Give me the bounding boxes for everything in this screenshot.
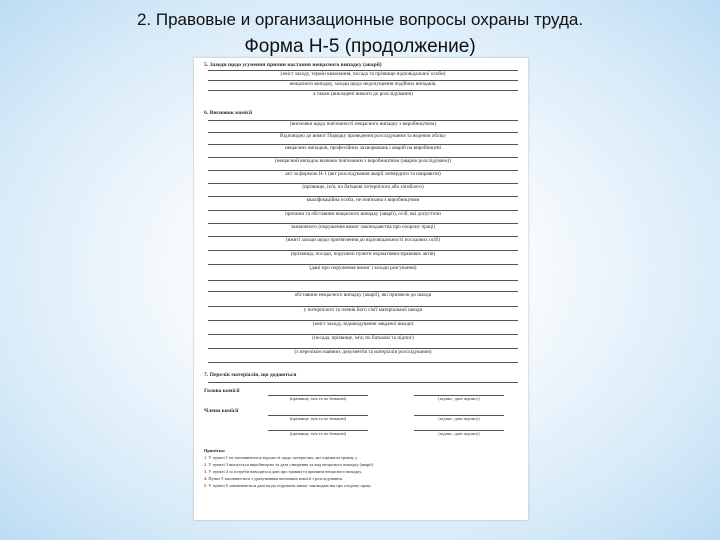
form-caption: нещасного випадку, заходи щодо недопущення подібних випадків,: [289, 81, 437, 87]
form-caption: Відповідно до вимог Порядку проведення розслідування та ведення обліку: [280, 133, 446, 139]
form-caption: (прізвище, ім'я, по батькові потерпілого або загиблого): [302, 184, 424, 190]
name-caption: (прізвище, ім'я та по батькові): [289, 431, 347, 436]
signature-caption: (підпис, дата підпису): [438, 396, 480, 401]
scanned-form-page: [194, 58, 528, 520]
chair-label: Голова комісії: [204, 388, 240, 394]
section-5-heading: 5. Заходи щодо усунення причин настання нещасного випадку (аварії): [204, 62, 382, 68]
form-caption: а також (викладені вимоги до розслідування): [313, 91, 413, 97]
note-item: 4. Пункт 5 заповнюється з урахуванням висновків комісії з розслідування.: [204, 476, 343, 481]
form-line: [208, 382, 518, 383]
note-item: 2. У пункті 3 вказується виробництво та дата створення та вид нещасного випадку (аварії): [204, 462, 374, 467]
name-caption: (прізвище, ім'я та по батькові): [289, 416, 347, 421]
members-label: Члени комісії: [204, 408, 239, 414]
section-7-heading: 7. Перелік матеріалів, що додаються: [204, 372, 297, 378]
form-caption: (прізвища, посади, порушені пункти нормативно-правових актів): [290, 251, 436, 257]
form-caption: (з переліком наявних документів та матеріалів розслідування): [294, 349, 432, 355]
name-caption: (прізвище, ім'я та по батькові): [289, 396, 347, 401]
form-caption: нещасних випадків, професійних захворювань і аварій на виробництві: [284, 145, 442, 151]
form-caption: (дані про порушення вимог і заходи реагування): [309, 265, 417, 271]
form-caption: (зміст заходу, відшкодування завданої шкоди): [312, 321, 414, 327]
form-caption: зазначеного (порушення вимог законодавства про охорону праці): [290, 224, 436, 230]
form-caption: причини та обставини нещасного випадку (аварії), осіб, які допустили: [285, 211, 441, 217]
note-item: 3. У пункті 4 за потреби наводяться дані про травми та причини нещасного випадку.: [204, 469, 363, 474]
form-caption: кваліфікаційна особа, не пов'язана з виробництвом: [306, 197, 420, 203]
section-6-heading: 6. Висновок комісії: [204, 110, 253, 116]
slide-subtitle: Форма Н-5 (продолжение): [244, 36, 476, 57]
form-caption: (висновки щодо пов'язаності нещасного випадку з виробництвом): [289, 121, 437, 127]
form-caption: (посада, прізвище, ім'я, по батькові та підпис): [312, 335, 414, 341]
form-line: [208, 280, 518, 281]
form-line: [208, 362, 518, 363]
form-caption: у потерпілого та членів його сім'ї матеріальної шкоди: [303, 307, 423, 313]
form-caption: (вжиті заходи щодо притягнення до відповідальності посадових осіб): [286, 237, 440, 243]
form-caption: (нещасний випадок визнано пов'язаним з виробництвом (аварію розслідувано)): [275, 158, 451, 164]
form-caption: акт за формою Н-1 (акт розслідування аварії затвердити та направити): [285, 171, 441, 177]
slide-title: 2. Правовые и организационные вопросы охраны труда.: [136, 10, 584, 29]
note-item: 1. У пункті 1 не заповнюються відомості щодо потерпілих, які отримали травму у: [204, 455, 358, 460]
signature-caption: (підпис, дата підпису): [438, 416, 480, 421]
form-caption: (зміст заходу, термін виконання, посада та прізвище відповідальної особи): [280, 71, 446, 77]
form-caption: обставини нещасного випадку (аварії), які призвели до шкоди: [294, 292, 432, 298]
notes-heading: Примітки:: [204, 448, 226, 453]
note-item: 5. У пункті 6 заповнюються дані щодо порушень вимог законодавства про охорону праці.: [204, 483, 372, 488]
signature-caption: (підпис, дата підпису): [438, 431, 480, 436]
